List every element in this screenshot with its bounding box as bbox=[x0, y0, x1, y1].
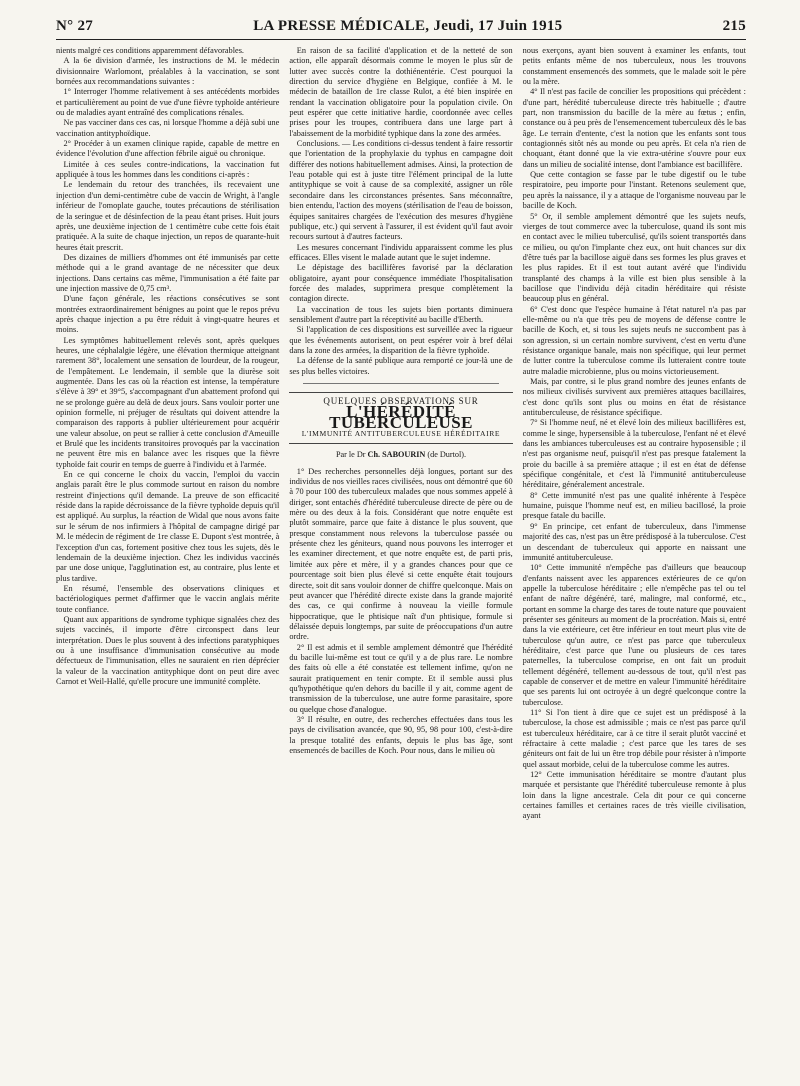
article-byline bbox=[289, 450, 512, 460]
divider bbox=[303, 383, 498, 384]
paragraph: Mais, par contre, si le plus grand nombre des jeunes enfants de nos milieux civilisés survivent aux premières attaques bacillaires, c'est donc qu'ils sont plus ou moins en état de résistance antituberculeuse, de résistance spécifique. bbox=[522, 377, 746, 418]
paragraph: Quant aux apparitions de syndrome typhique signalées chez des sujets vaccinés, il importe d'être circonspect dans leur interprétation. Dues le plus souvent à des infections paratyphiques ou à une insuffisance d'immunisation consécutive au mode défectueux de l'immunisation, elles ne sauraient en rien déprécier la valeur de la vaccination antityphique dont on peut dire avec Carnot et Weil-Hallé, qu'elle procure une immunité complète. bbox=[56, 614, 280, 686]
paragraph: 9° En principe, cet enfant de tuberculeux, dans l'immense majorité des cas, n'est pas un être prédisposé à la tuberculose. C'est un descendant de tuberculeux qui apporte en naissant une immunité antituberculeuse. bbox=[522, 521, 746, 562]
paragraph: 12° Cette immunisation héréditaire se montre d'autant plus marquée et persistante que l'hérédité tuberculeuse remonte à plus loin dans la ligne ancestrale. Cela dit pour ce qui concerne certaines familles et certaines races de très vieille civilisation, ayant bbox=[522, 770, 746, 821]
paragraph: 1° Des recherches personnelles déjà longues, portant sur des individus de nos vieilles races civilisées, nous ont démontré que 60 à 70 pour 100 des tuberculeux malades que nous sommes appelé à diriger, sont entachés d'hérédité tuberculeuse directe de père ou de mère ou des deux à la fois. Considérant que notre enquête est plutôt sommaire, parce que faite à distance le plus souvent, que presque constamment nous relevons la tuberculose passée ou présente chez les géniteurs, quand nous pouvons les interroger et les examiner directement, et que notre enquête est, de parti pris, limitée aux père et mère, il y a grandes chances pour que ce pourcentage soit bien plus élevé si cette enquête était toujours directe, soit dit sans vouloir donner de chiffre quelconque. Mais on peut avancer que l'hérédité directe existe dans la grande majorité des cas, ce qui confirme à nouveau la vieille formule hippocratique, que le phtisique naît d'un phtisique, formule si délaissée depuis longtemps, par suite de préoccupations d'un autre ordre. bbox=[289, 466, 513, 642]
byline-prefix: Par le Dr bbox=[335, 450, 366, 460]
paragraph: 5° Or, il semble amplement démontré que les sujets neufs, vierges de tout commerce avec la tuberculose, quand ils sont mis en contact avec le milieu tuberculisé, qu'ils soient transportés dans ce milieu, ou qu'on l'implante chez eux, ont huit chances sur dix d'être tués par la bacillose aiguë dans ses formes les plus graves et les plus rapides. Et il est tout autant avéré que l'individu transplanté des champs à la ville est bien plus sensible à la bacillose que l'individu déjà citadin héréditaire qui résiste beaucoup plus en général. bbox=[522, 211, 746, 304]
column-2 bbox=[289, 46, 512, 1086]
paragraph: 10° Cette immunité n'empêche pas d'ailleurs que beaucoup d'enfants naissent avec les apparences extérieures de ce qu'on appelle la tuberculose héréditaire ; elle n'empêche pas tel ou tel enfant de naître dégénéré, taré, malingre, mal conformé, etc., portant en somme la charge des tares de toute nature que pouvaient présenter ses géniteurs au moment de la procréation. Mais si, entré dans la vie extérieure, cet être inférieur en tout meurt plus vite de tuberculose qu'un autre, ce n'est pas parce que tuberculeux héréditaire, c'est parce que l'une ou plusieurs de ces tares paternelles, la tuberculose comprise, en ont fait un produit tellement dégénéré, tellement au-dessous de tout, qu'il n'est pas capable de conserver et de mettre en valeur l'immunité héréditaire que ses parents lui ont octroyée à un degré quelconque contre la tuberculose. bbox=[522, 563, 746, 707]
paragraph: Les symptômes habituellement relevés sont, après quelques heures, une céphalalgie légère, une élévation thermique atteignant rarement 38°, localement une sensation de lourdeur, de la rougeur, de l'empâtement. Le lendemain, il semble que la diurèse soit augmentée. Dans les cas où la réaction est intense, la température s'élève à 39° et 39°5, s'accompagnant d'un abattement profond qui ne se prolonge guère au delà de deux jours. Sans vouloir porter une opinion formelle, ni préjuger de résultats qui doivent attendre la comparaison des rapports à publier ultérieurement pour acquérir une valeur absolue, on peut se rallier à cette conclusion d'Ameuille et Brulé que les incidents transitoires provoqués par la vaccination ne peuvent être mis en balance avec les risques que la fièvre typhoïde fait courir en temps de guerre à l'individu et à l'armée. bbox=[56, 335, 280, 469]
paragraph: 2° Il est admis et il semble amplement démontré que l'hérédité du bacille lui-même est tout ce qu'il y a de plus rare. Le nombre des faits où elle a été constatée est tellement infime, qu'on ne saurait pratiquement en tenir compte. Et il semble aussi plus qu'hypothétique qu'en dehors du bacille il y ait, comme agent de transmission de la tuberculose, une autre forme parasitaire, spore ou quelque chose d'analogue. bbox=[289, 642, 513, 714]
paragraph: 1° Interroger l'homme relativement à ses antécédents morbides et particulièrement au point de vue d'une fièvre typhoïde antérieure ou de maladies ayant entraîné des complications rénales. bbox=[56, 87, 280, 118]
paragraph: En raison de sa facilité d'application et de la netteté de son action, elle apparaît désormais comme le moyen le plus sûr de lutter avec succès contre la dothiénentérie. C'est pourquoi la direction du service d'hygiène en Belgique, confiée à M. le médecin de bataillon de 1re classe Rulot, a été bien inspirée en rendant la vaccination obligatoire pour la population civile. On peut espérer que cette initiative hardie, coordonnée avec celles prises pour les troupes, contribuera dans une large part à l'abaissement de la morbidité typhique dans la zone des armées. bbox=[289, 46, 513, 138]
paragraph: Conclusions. — Les conditions ci-dessus tendent à faire ressortir que l'orientation de la prophylaxie du typhus en campagne doit différer des notions habituellement admises. Ainsi, la protection de l'eau potable qui est à juste titre l'élément principal de la lutte antityphique se voit à cause de sa complexité, assigner un rôle secondaire dans les circonstances présentes. Sans méconnaître, bien entendu, l'action des moyens (stérilisation de l'eau de boisson, équipes sanitaires chargées de l'exécution des mesures d'hygiène publique, etc.) qui servent à l'assurer, il est évident qu'il faut avoir recours surtout à d'autres facteurs. bbox=[289, 139, 513, 242]
page-header bbox=[56, 18, 746, 40]
paragraph: Si l'application de ces dispositions est surveillée avec la rigueur que les événements autorisent, on peut espérer voir à bref délai dans la zone des armées, la disparition de la fièvre typhoïde. bbox=[289, 325, 513, 355]
page-number: 215 bbox=[722, 18, 746, 34]
article-heading bbox=[289, 392, 512, 444]
issue-number: N° 27 bbox=[56, 18, 94, 34]
paragraph: Que cette contagion se fasse par le tube digestif ou le tube respiratoire, peu importe pour l'instant. Retenons seulement que, peu après la naissance, il y a attaque de l'organisme nouveau par le bacille de Koch. bbox=[522, 170, 746, 211]
byline-suffix: (de Durtol). bbox=[427, 450, 467, 460]
column-2-conclusions bbox=[289, 46, 512, 377]
paragraph: D'une façon générale, les réactions consécutives se sont montrées extraordinairement bénignes au point que le repos prévu après chaque injection a pu être réduit à vingt-quatre heures et moins. bbox=[56, 294, 280, 335]
masthead: LA PRESSE MÉDICALE, Jeudi, 17 Juin 1915 bbox=[253, 18, 563, 34]
paragraph: Limitée à ces seules contre-indications, la vaccination fut appliquée à tous les hommes dans les conditions ci-après : bbox=[56, 159, 280, 180]
paragraph: 3° Il résulte, en outre, des recherches effectuées dans tous les pays de civilisation avancée, que 90, 95, 98 pour 100, c'est-à-dire la presque totalité des enfants, depuis le plus bas âge, sont ensemencés de bacilles de Koch. Pour nous, dans le milieu où bbox=[289, 714, 513, 755]
paragraph: Le lendemain du retour des tranchées, ils recevaient une injection d'un demi-centimètre cube de vaccin de Wright, à l'angle inférieur de l'omoplate gauche, toutes précautions de stérilisation de la seringue et de désinfection de la peau étant prises. Huit jours après, une deuxième injection de 1 centimètre cube cette fois était pratiquée. A la suite de chaque injection, un repos de quarante-huit heures était prescrit. bbox=[56, 180, 280, 252]
paragraph: Des dizaines de milliers d'hommes ont été immunisés par cette méthode qui a le grand avantage de ne nécessiter que deux injections. Dans certains cas même, l'immunisation a été faite par une injection massive de 0,75 cm³. bbox=[56, 252, 280, 293]
paragraph: 11° Si l'on tient à dire que ce sujet est un prédisposé à la tuberculose, la chose est admissible ; mais ce n'est pas parce qu'il est tuberculeux héréditaire, car à ce titre il serait plutôt vacciné et réfractaire à cette maladie ; c'est parce que les tares de ses géniteurs ont fait de lui un être trop débile pour résister à n'importe quel assaut morbide, celui de la tuberculose comme les autres. bbox=[522, 708, 746, 769]
paragraph: A la 6e division d'armée, les instructions de M. le médecin divisionnaire Warlomont, préalables à la vaccination, se sont bornées aux recommandations suivantes : bbox=[56, 56, 280, 87]
column-2-article bbox=[289, 467, 512, 757]
article-subtitle: L'IMMUNITÉ ANTITUBERCULEUSE HÉRÉDITAIRE bbox=[301, 429, 501, 439]
paragraph: 4° Il n'est pas facile de concilier les propositions qui précèdent : d'une part, hérédité tuberculeuse directe très habituelle ; d'autre part, non transmission du bacille de la mère au fœtus ; enfin, constance ou à peu près de l'ensemencement tuberculeux dès le bas âge. Le terrain d'entente, c'est la notion que les enfants sont tous contagionnés sitôt nés au monde ou peu après. Et cela n'a rien de choquant, étant donné que la vie extra-utérine s'ouvre pour eux dans un milieu de socialité intense, dont l'ambiance est bacillifère. bbox=[522, 87, 746, 169]
paragraph: nients malgré ces conditions apparemment défavorables. bbox=[56, 46, 244, 55]
paragraph: Les mesures concernant l'individu apparaissent comme les plus efficaces. Elles visent le malade autant que le sujet indemne. bbox=[289, 242, 513, 262]
paragraph: 2° Procéder à un examen clinique rapide, capable de mettre en évidence l'évolution d'une affection fébrile aiguë ou chronique. bbox=[56, 139, 280, 159]
paragraph: En résumé, l'ensemble des observations cliniques et bactériologiques permet d'affirmer que le vaccin anglais mérite toute confiance. bbox=[56, 583, 280, 614]
article-overtitle: QUELQUES OBSERVATIONS SUR bbox=[323, 396, 479, 406]
column-3 bbox=[523, 46, 746, 1086]
paragraph: nous exerçons, ayant bien souvent à examiner les enfants, tout petits enfants même de nos tuberculeux, nous les trouvons constamment ensemencés des sommets, que le malade soit le père ou la mère. bbox=[522, 46, 746, 87]
paragraph: En ce qui concerne le choix du vaccin, l'emploi du vaccin anglais paraît être le plus commode surtout en raison du nombre restreint d'injections qu'il demande. La preuve de son efficacité réside dans la rapide décroissance de la fièvre typhoïde depuis qu'il est appliqué. Au surplus, la réaction de Widal que nous avons faite sur le sérum de nos infirmiers à l'hôpital de campagne dirigé par M. le médecin de régiment de 1re classe E. Dupont s'est montrée, à l'exception d'un cas, fortement positive chez tous les sujets, dès le lendemain de la deuxième injection. Chez les individus vaccinés par une dose unique, l'agglutination est, au contraire, plus lente et plus tardive. bbox=[56, 470, 280, 583]
article-title: L'HÉRÉDITÉ TUBERCULEUSE bbox=[329, 402, 473, 432]
paragraph: 8° Cette immunité n'est pas une qualité inhérente à l'espèce humaine, puisque l'homme neuf est, en milieu bacillosé, la proie presque fatale du bacille. bbox=[522, 490, 746, 521]
column-1 bbox=[56, 46, 279, 1086]
paragraph: La vaccination de tous les sujets bien portants diminuera sensiblement d'autre part la réceptivité au bacille d'Eberth. bbox=[289, 304, 513, 324]
paragraph: 7° Si l'homme neuf, né et élevé loin des milieux bacillifères est, comme le singe, hypersensible à la tuberculose, l'enfant né et élevé dans les ambiances tuberculeuses est au contraire hyposensible ; il n'est pas organisme neuf, puisqu'il n'est pas presque fatalement la proie du bacille à sa première attaque ; il est en état de défense spécifique congénitale, et c'est là l'immunité antituberculeuse héréditaire, généralement ancestrale. bbox=[522, 418, 746, 490]
paragraph: 6° C'est donc que l'espèce humaine à l'état naturel n'a pas par elle-même ou n'a que très peu de moyens de défense contre le bacille de Koch, et, si tous les sujets neufs ne succombent pas à son agression, si un certain nombre survivent, c'est en vertu d'une résistance organique banale, mais non spécifique, qui leur permet de lutter contre la tuberculose comme ils lutteraient contre toute autre maladie microbienne, plus ou moins victorieusement. bbox=[522, 304, 746, 376]
text-columns bbox=[56, 46, 746, 1086]
paragraph: Ne pas vacciner dans ces cas, ni lorsque l'homme a déjà subi une vaccination antityphoïdique. bbox=[56, 118, 280, 138]
paragraph: La défense de la santé publique aura remporté ce jour-là une de ses plus belles victoires. bbox=[289, 356, 513, 376]
paragraph: Le dépistage des bacillifères favorisé par la déclaration obligatoire, ayant pour conséquence immédiate l'hospitalisation forcée des malades, supprimera presque complètement la contagion directe. bbox=[289, 263, 513, 304]
byline-author: Ch. SABOURIN bbox=[367, 450, 426, 460]
